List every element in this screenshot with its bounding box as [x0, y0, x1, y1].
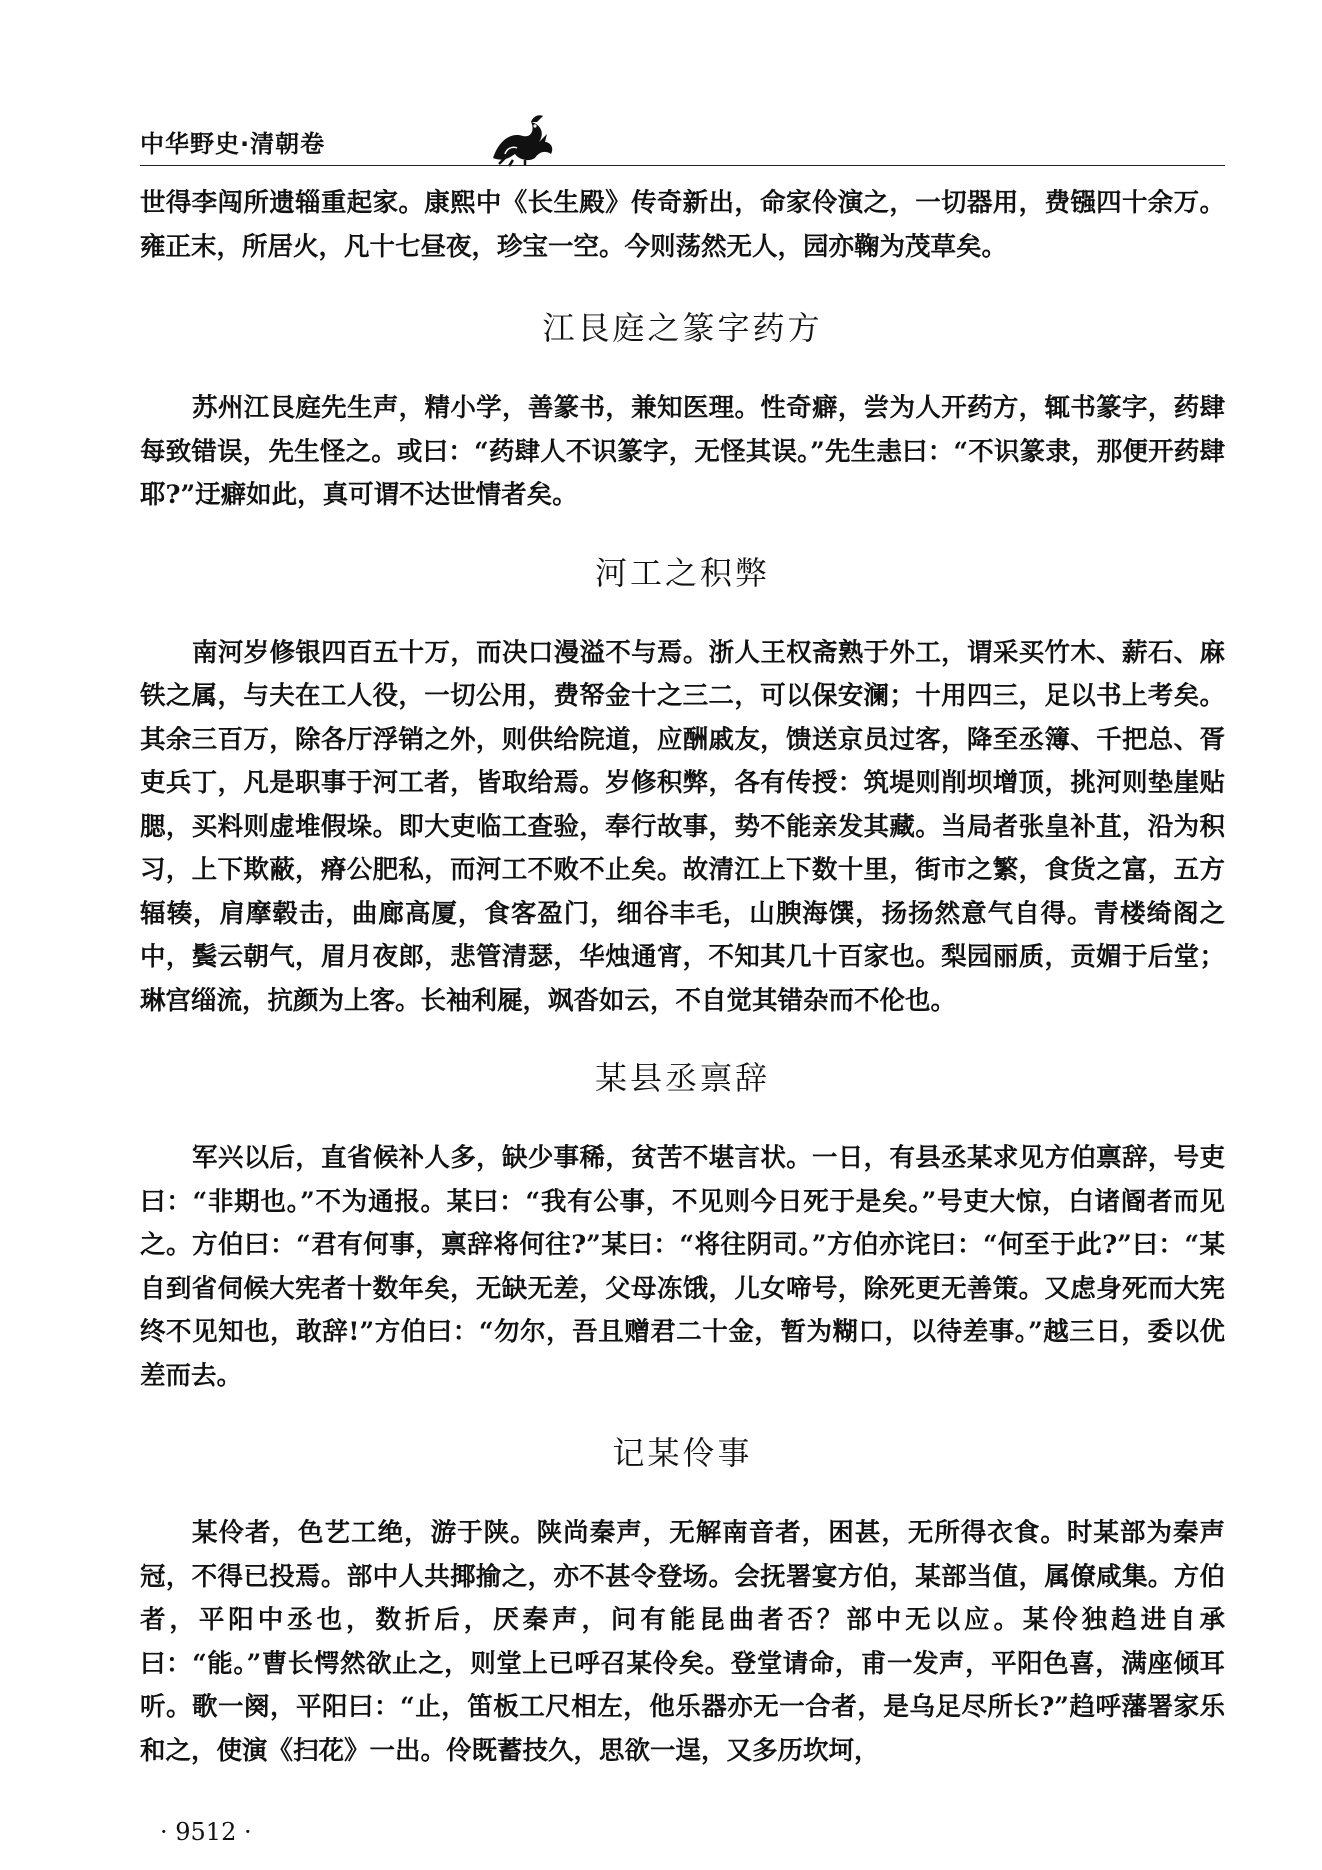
section-body-river-works: 南河岁修银四百五十万，而决口漫溢不与焉。浙人王权斋熟于外工，谓采买竹木、薪石、麻铁之属，与夫在工人役，一切公用，费帑金十之三二，可以保安澜；十用四三，足以书上考矣。其余三百万，除各厅浮销之外，则供给院道，应酬戚友，馈送京员过客，降至丞簿、千把总、胥吏兵丁，凡是职事于河工者，皆取给焉。岁修积弊，各有传授：筑堤则削坝增顶，挑河则垫崖贴腮，买料则虚堆假垛。即大吏临工查验，奉行故事，势不能亲发其藏。当局者张皇补苴，沿为积习，上下欺蔽，瘠公肥私，而河工不败不止矣。故清江上下数十里，街市之繁，食货之富，五方辐辏，肩摩毂击，曲廊高厦，食客盈门，细谷丰毛，山腴海馔，扬扬然意气自得。青楼绮阁之中，鬓云朝气，眉月夜郎，悲管清瑟，华烛通宵，不知其几十百家也。梨园丽质，贡媚于后堂；琳宫缁流，抗颜为上客。长袖利屣，飒沓如云，不自觉其错杂而不伦也。: [140, 637, 1225, 1016]
running-head: [140, 110, 560, 180]
section-body-jiang-genting: 苏州江艮庭先生声，精小学，善篆书，兼知医理。性奇癖，尝为人开药方，辄书篆字，药肆每致错误，先生怪之。或曰：“药肆人不识篆字，无怪其误。”先生恚曰：“不识篆隶，那便开药肆耶?”迂癖如此，真可谓不达世情者矣。: [140, 393, 1225, 510]
intro-paragraph: 世得李闯所遗辎重起家。康熙中《长生殿》传奇新出，命家伶演之，一切器用，费镪四十余万。雍正末，所居火，凡十七昼夜，珍宝一空。今则荡然无人，园亦鞠为茂草矣。: [140, 188, 1225, 262]
page-number: · 9512 ·: [160, 1818, 252, 1846]
section-body-county-assistant: 军兴以后，直省候补人多，缺少事稀，贫苦不堪言状。一日，有县丞某求见方伯禀辞，号吏曰：“非期也。”不为通报。某曰：“我有公事，不见则今日死于是矣。”号吏大惊，白诸阍者而见之。方伯曰：“君有何事，禀辞将何往?”某曰：“将往阴司。”方伯亦诧曰：“何至于此?”曰：“某自到省伺候大宪者十数年矣，无缺无差，父母冻饿，儿女啼号，除死更无善策。又虑身死而大宪终不见知也，敢辞!”方伯曰：“勿尔，吾且赠君二十金，暂为糊口，以待差事。”越三日，委以优差而去。: [140, 1143, 1225, 1391]
book-title: 中华野史·清朝卷: [140, 130, 326, 158]
section-title-jiang-genting: 江艮庭之篆字药方: [542, 309, 823, 347]
section-title-county-assistant: 某县丞禀辞: [594, 1059, 770, 1097]
section-body-actor: 某伶者，色艺工绝，游于陕。陕尚秦声，无解南音者，困甚，无所得衣食。时某部为秦声冠，不得已投焉。部中人共揶揄之，亦不甚令登场。会抚署宴方伯，某部当值，属僚咸集。方伯者，平阳中丞也，数折后，厌秦声，问有能昆曲者否？部中无以应。某伶独趋进自承曰：“能。”曹长愕然欲止之，则堂上已呼召某伶矣。登堂请命，甫一发声，平阳色喜，满座倾耳听。歌一阕，平阳曰：“止，笛板工尺相左，他乐器亦无一合者，是乌足尽所长?”趋呼藩署家乐和之，使演《扫花》一出。伶既蓄技久，思欲一逞，又多历坎坷，: [140, 1518, 1225, 1766]
section-title-actor: 记某伶事: [612, 1434, 753, 1472]
section-title-river-works: 河工之积弊: [594, 553, 770, 592]
header-rule: [140, 165, 1225, 166]
dragon-emblem-icon: [485, 110, 565, 170]
page-content: [140, 182, 1225, 1773]
